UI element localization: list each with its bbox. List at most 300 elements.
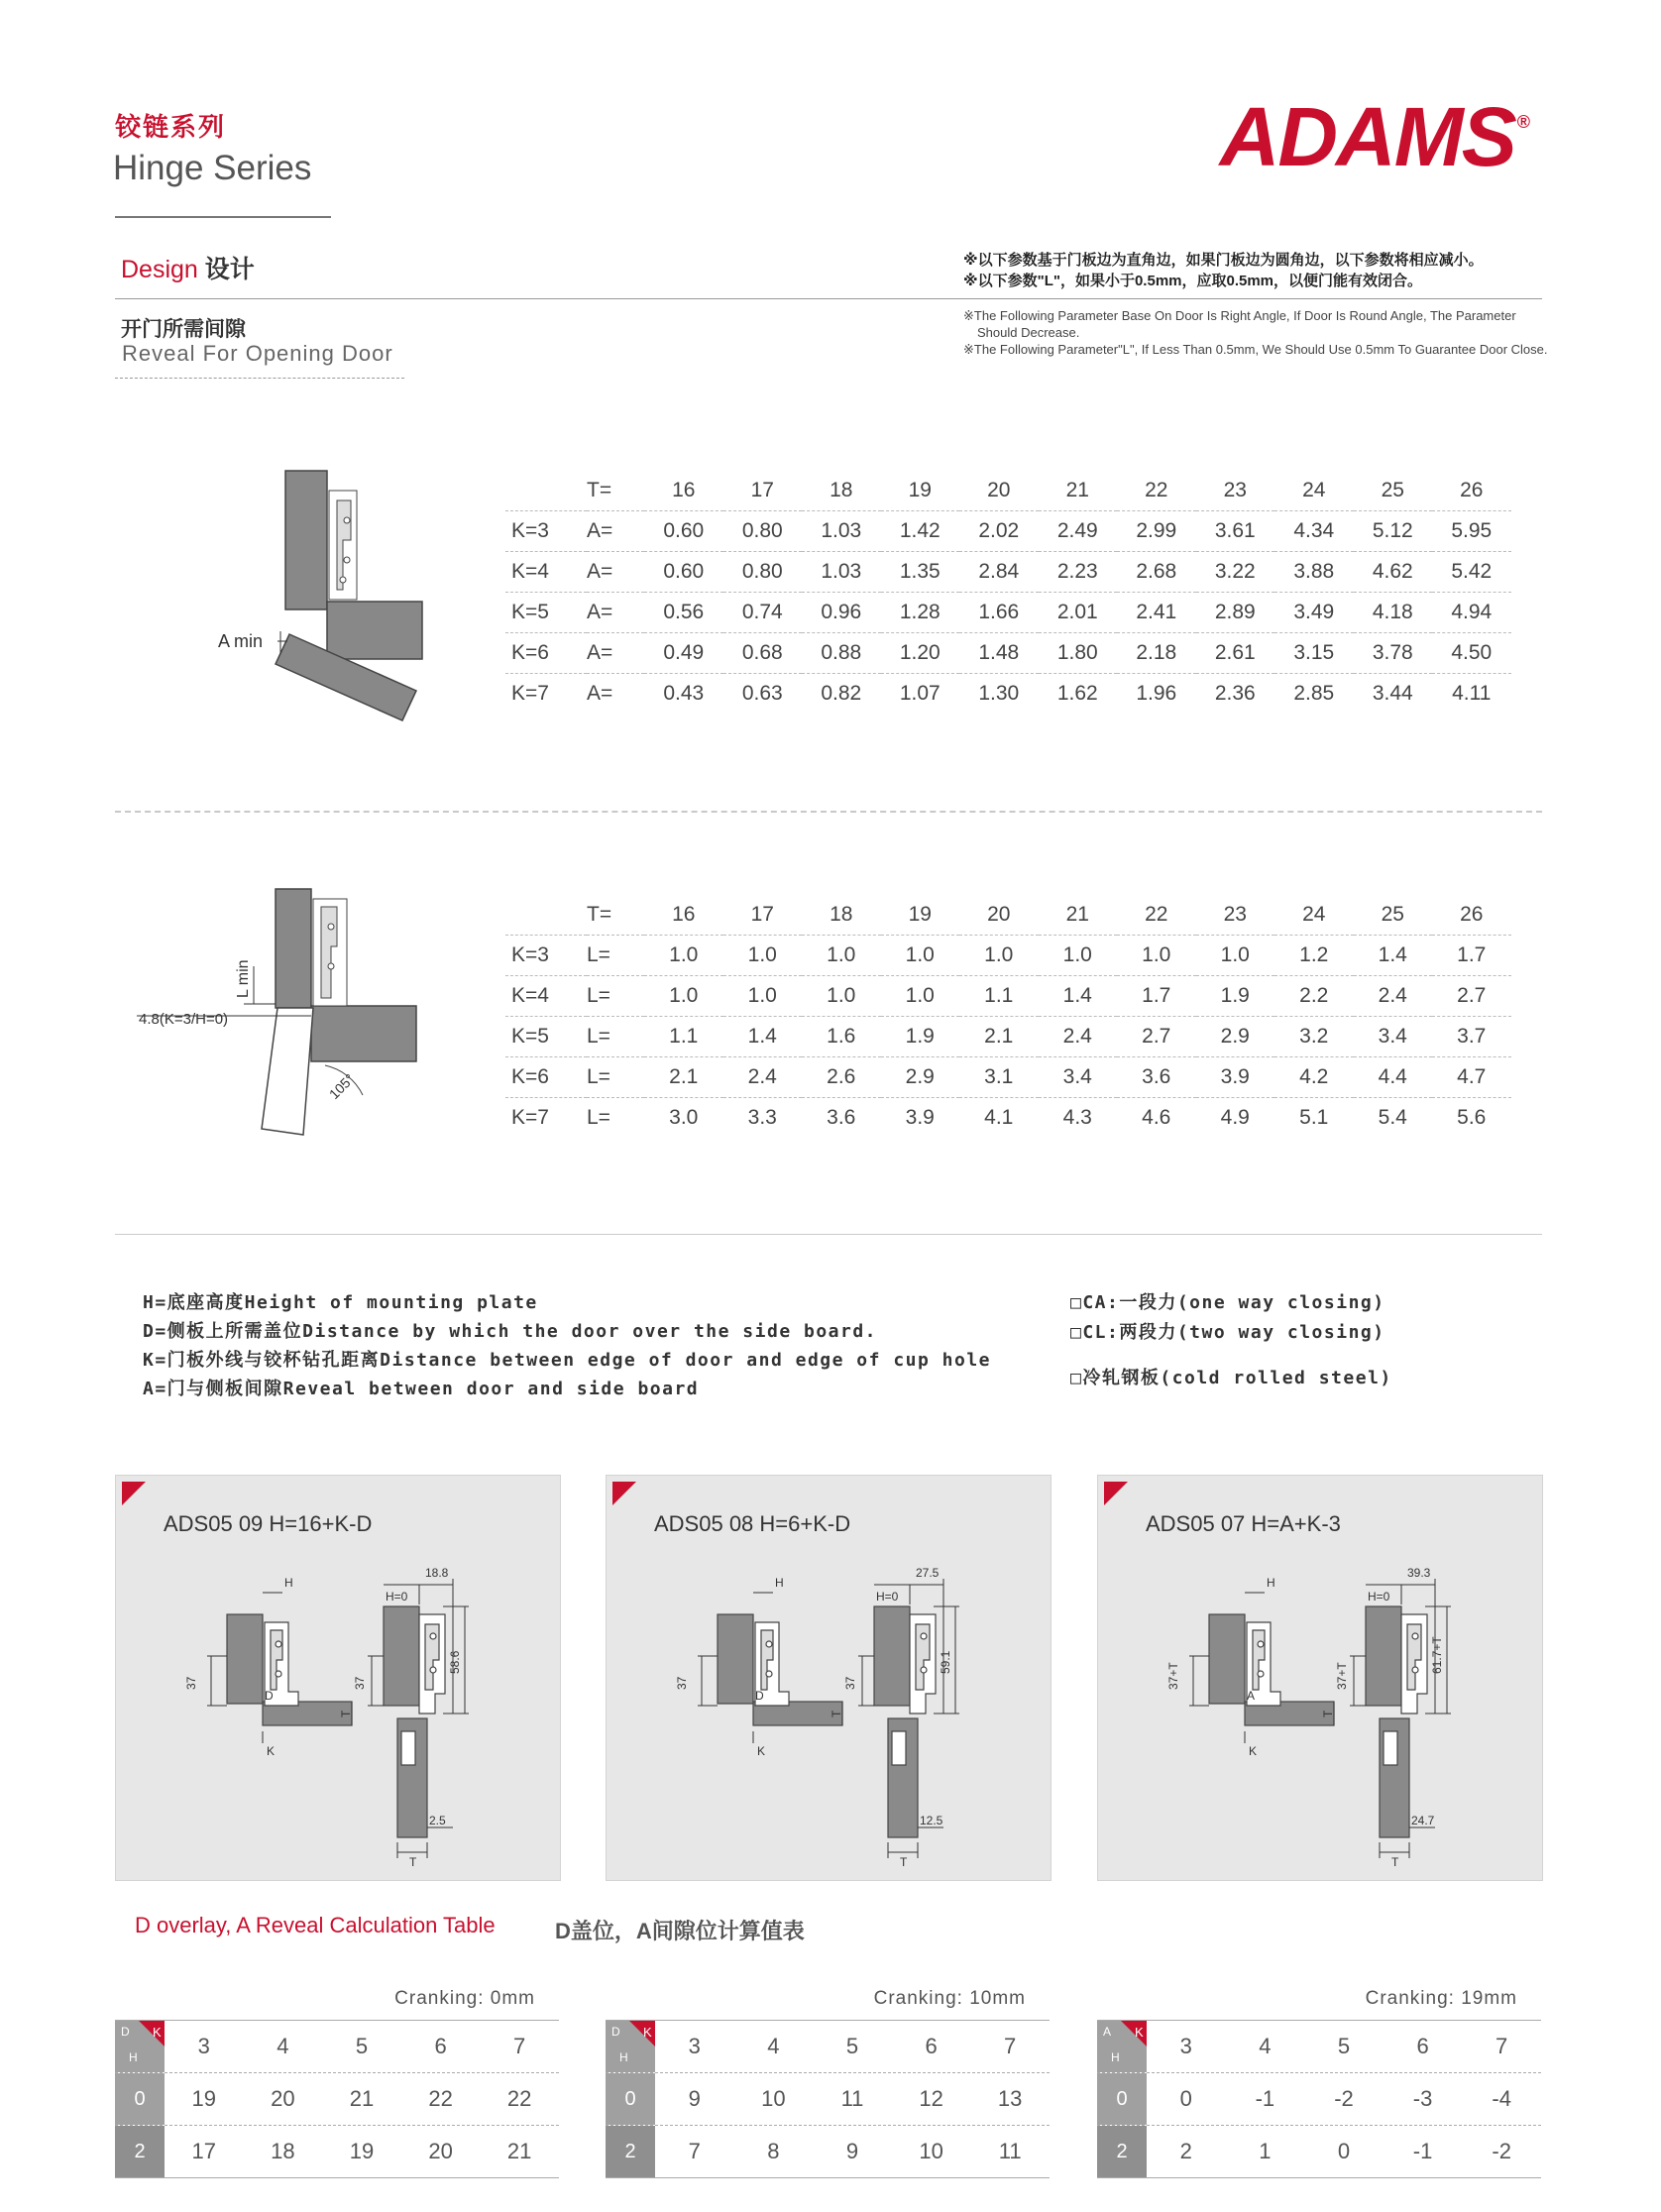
registered-mark: ®: [1516, 112, 1528, 132]
design-heading: [121, 250, 255, 285]
k-label: K: [267, 1744, 276, 1758]
table-cell: 1.48: [959, 633, 1039, 674]
d-label: D: [265, 1689, 274, 1703]
t-value: 22: [1145, 479, 1168, 501]
calc-table: [115, 2020, 559, 2178]
model-title: ADS05 09 H=16+K-D: [164, 1511, 373, 1536]
section-divider: [115, 1234, 1542, 1235]
closing-legend: [1070, 1288, 1392, 1393]
dim-side-label: 58.6: [448, 1650, 462, 1674]
table-cell: 1.4: [1039, 976, 1118, 1017]
k-value: 4: [277, 2034, 289, 2058]
series-title-en: Hinge Series: [113, 149, 312, 187]
table-cell: 2.1: [959, 1017, 1039, 1057]
k-label: K: [757, 1744, 766, 1758]
table-cell: 1: [1259, 2139, 1272, 2163]
k-label: K: [1249, 1744, 1258, 1758]
table-cell: 2.23: [1039, 552, 1118, 593]
table-cell: 3.9: [881, 1098, 960, 1139]
reveal-heading-en: Reveal For Opening Door: [122, 341, 393, 366]
table-cell: 2.61: [1196, 633, 1275, 674]
param-label: L=: [587, 976, 644, 1017]
dim-label: 37: [675, 1676, 689, 1690]
table-cell: 0.60: [644, 511, 723, 552]
table-cell: 2.7: [1117, 1017, 1196, 1057]
dim-top-label: 18.8: [425, 1566, 449, 1580]
table-cell: 5.42: [1432, 552, 1511, 593]
k-value: 4: [1259, 2034, 1272, 2058]
table-cell: 3.9: [1196, 1057, 1275, 1098]
table-cell: -2: [1334, 2086, 1354, 2111]
table-cell: 1.62: [1039, 674, 1118, 715]
t-label: T: [1321, 1710, 1335, 1717]
table-cell: 4.50: [1432, 633, 1511, 674]
h-value: 2: [115, 2126, 165, 2177]
t-value: 20: [987, 903, 1011, 926]
table-cell: 9: [845, 2139, 859, 2163]
table-row: [115, 2126, 559, 2178]
legend-h: H=底座高度Height of mounting plate: [143, 1292, 538, 1313]
table-cell: 2.36: [1196, 674, 1275, 715]
table-cell: 3.2: [1274, 1017, 1354, 1057]
table-cell: 0.63: [723, 674, 803, 715]
note-cn-1: ※以下参数基于门板边为直角边，如果门板边为圆角边，以下参数将相应减小。: [963, 252, 1484, 269]
corner-bottom-label: H: [129, 2050, 138, 2064]
table-cell: 1.0: [959, 936, 1039, 976]
t-value: 16: [672, 479, 696, 501]
table-cell: 1.7: [1117, 976, 1196, 1017]
table-cell: 3.61: [1196, 511, 1275, 552]
h-value: 2: [1097, 2126, 1147, 2177]
table-cell: -4: [1492, 2086, 1511, 2111]
header-divider: [115, 216, 331, 218]
table-cell: 1.7: [1432, 936, 1511, 976]
table-cell: 2.41: [1117, 593, 1196, 633]
brand-logo: [1219, 90, 1528, 183]
table-cell: 3.0: [644, 1098, 723, 1139]
table-cell: 3.6: [802, 1098, 881, 1139]
table-cell: -2: [1492, 2139, 1511, 2163]
k-label: K=7: [505, 1098, 587, 1139]
brand-name: ADAMS: [1219, 90, 1515, 183]
table-cell: 3.78: [1354, 633, 1433, 674]
table-cell: 5.1: [1274, 1098, 1354, 1139]
table-cell: 0.88: [802, 633, 881, 674]
table-cell: 5.95: [1432, 511, 1511, 552]
table-cell: 1.0: [1196, 936, 1275, 976]
table-cell: 3.88: [1274, 552, 1354, 593]
dim-label: 37: [184, 1676, 198, 1690]
k-value: 7: [1495, 2034, 1508, 2058]
k-value: 3: [197, 2034, 210, 2058]
h0-label: H=0: [386, 1590, 408, 1604]
table-cell: 4.2: [1274, 1057, 1354, 1098]
cranking-label: Cranking: 0mm: [394, 1988, 535, 2009]
table-cell: 3.1: [959, 1057, 1039, 1098]
k-label: K=3: [505, 936, 587, 976]
table-cell: 1.80: [1039, 633, 1118, 674]
table-cell: 0.60: [644, 552, 723, 593]
table-row: [606, 2126, 1050, 2178]
table-cell: 0.74: [723, 593, 803, 633]
table-cell: 18: [271, 2139, 295, 2163]
t-value: 26: [1460, 479, 1484, 501]
table-cell: 1.42: [881, 511, 960, 552]
k-value: 7: [513, 2034, 526, 2058]
t-value: 23: [1223, 903, 1247, 926]
table-cell: 2.49: [1039, 511, 1118, 552]
t-value: 16: [672, 903, 696, 926]
table-cell: 2.01: [1039, 593, 1118, 633]
table-row: [505, 633, 1511, 674]
t-label: T: [409, 1855, 417, 1869]
table-cell: 2.4: [723, 1057, 803, 1098]
table-cell: 4.4: [1354, 1057, 1433, 1098]
table-cell: 4.18: [1354, 593, 1433, 633]
k-label: K=3: [505, 511, 587, 552]
notes-cn: [963, 250, 1548, 291]
table-cell: -1: [1412, 2139, 1433, 2163]
calc-table: [606, 2020, 1050, 2178]
table-cell: 1.4: [723, 1017, 803, 1057]
table-cell: 3.15: [1274, 633, 1354, 674]
param-label: L=: [587, 936, 644, 976]
t-label: T=: [587, 479, 612, 501]
k-label: K=4: [505, 976, 587, 1017]
k-value: 5: [355, 2034, 369, 2058]
k-label: K=7: [505, 674, 587, 715]
d-label: A: [1247, 1689, 1256, 1703]
table-cell: 2: [1179, 2139, 1192, 2163]
table-cell: 2.7: [1432, 976, 1511, 1017]
table-cell: 21: [506, 2139, 532, 2163]
t-value: 19: [908, 903, 932, 926]
k-label: K=6: [505, 633, 587, 674]
a-min-label: A min: [218, 631, 264, 651]
table-cell: 10: [919, 2139, 943, 2163]
table-cell: 8: [767, 2139, 780, 2163]
table-cell: 3.49: [1274, 593, 1354, 633]
table-cell: 4.6: [1117, 1098, 1196, 1139]
k-label: K=5: [505, 1017, 587, 1057]
corner-cell: [1097, 2021, 1147, 2072]
table-cell: 22: [506, 2086, 532, 2111]
h0-label: H=0: [1368, 1590, 1390, 1604]
table-cell: 2.6: [802, 1057, 881, 1098]
table-cell: 5.12: [1354, 511, 1433, 552]
table-row: [505, 593, 1511, 633]
angle-label: 105°: [325, 1070, 358, 1103]
k-value: 4: [767, 2034, 780, 2058]
dim-bottom-label: 24.7: [1411, 1814, 1435, 1827]
legend-d: D=侧板上所需盖位Distance by which the door over the side board.: [143, 1321, 878, 1342]
k-value: 5: [845, 2034, 859, 2058]
reveal-heading-cn: 开门所需间隙: [121, 318, 246, 341]
param-label: A=: [587, 633, 644, 674]
table-cell: 2.2: [1274, 976, 1354, 1017]
h-value: 0: [115, 2073, 165, 2125]
table-row: [505, 552, 1511, 593]
reveal-a-diagram: [198, 461, 436, 723]
reveal-l-diagram: [137, 887, 444, 1150]
table-cell: 12: [919, 2086, 943, 2111]
table-cell: 2.68: [1117, 552, 1196, 593]
t-value: 20: [987, 479, 1011, 501]
table-row: [115, 2073, 559, 2126]
table-cell: 3.7: [1432, 1017, 1511, 1057]
table-cell: 2.1: [644, 1057, 723, 1098]
param-label: A=: [587, 511, 644, 552]
table-cell: 11: [998, 2139, 1022, 2163]
table-row: [505, 674, 1511, 715]
table-header-row: [505, 895, 1511, 936]
table-header-row: [505, 471, 1511, 511]
note-en-1: ※The Following Parameter Base On Door Is Right Angle, If Door Is Round Angle, The Parameter Should Decrease.: [963, 308, 1516, 340]
table-cell: 0: [1337, 2139, 1351, 2163]
design-divider: [115, 298, 1542, 299]
table-cell: 17: [191, 2139, 217, 2163]
dim-bottom-label: 12.5: [920, 1814, 943, 1827]
t-label: T: [1391, 1855, 1399, 1869]
model-panel: [115, 1475, 561, 1881]
t-value: 21: [1065, 903, 1089, 926]
table-cell: 1.0: [881, 936, 960, 976]
table-cell: 1.28: [881, 593, 960, 633]
model-title: ADS05 08 H=6+K-D: [654, 1511, 851, 1536]
param-label: L=: [587, 1098, 644, 1139]
t-value: 21: [1065, 479, 1089, 501]
reveal-divider: [115, 378, 404, 379]
table-cell: 1.0: [881, 976, 960, 1017]
table-cell: 2.99: [1117, 511, 1196, 552]
table-cell: 11: [840, 2086, 864, 2111]
table-row: [505, 976, 1511, 1017]
table-cell: 0.49: [644, 633, 723, 674]
blank-cell: [505, 471, 587, 511]
parameter-legend: [143, 1288, 991, 1403]
design-heading-cn: 设计: [204, 256, 255, 283]
table-cell: 2.4: [1354, 976, 1433, 1017]
t-value: 22: [1145, 903, 1168, 926]
d-label: D: [755, 1689, 764, 1703]
table-row: [505, 936, 1511, 976]
cranking-label: Cranking: 19mm: [1365, 1988, 1517, 2009]
table-row: [505, 1098, 1511, 1139]
h-label: H: [1267, 1576, 1275, 1590]
table-cell: 1.35: [881, 552, 960, 593]
note-cn-2: ※以下参数"L"，如果小于0.5mm，应取0.5mm，以便门能有效闭合。: [963, 273, 1423, 289]
table-cell: 1.66: [959, 593, 1039, 633]
hinge-drawing: [607, 1476, 1051, 1880]
calc-header-row: [1097, 2021, 1541, 2073]
table-cell: 1.96: [1117, 674, 1196, 715]
t-label: T=: [587, 903, 612, 926]
table-cell: -3: [1412, 2086, 1433, 2111]
model-panel: [1097, 1475, 1543, 1881]
table-cell: 1.4: [1354, 936, 1433, 976]
legend-k: K=门板外线与铰杯钻孔距离Distance between edge of door and edge of cup hole: [143, 1350, 992, 1371]
table-cell: -1: [1255, 2086, 1275, 2111]
calc-table: [1097, 2020, 1541, 2178]
param-label: L=: [587, 1057, 644, 1098]
table-cell: 1.0: [644, 976, 723, 1017]
table-cell: 1.0: [723, 976, 803, 1017]
table-cell: 5.6: [1432, 1098, 1511, 1139]
corner-k-label: K: [1135, 2025, 1144, 2040]
table-cell: 21: [349, 2086, 375, 2111]
table-cell: 1.30: [959, 674, 1039, 715]
note-en-2: ※The Following Parameter"L", If Less Than 0.5mm, We Should Use 0.5mm To Guarantee Door Close.: [963, 342, 1548, 357]
corner-top-label: D: [611, 2025, 620, 2039]
k-label: K=6: [505, 1057, 587, 1098]
corner-top-label: A: [1103, 2025, 1112, 2039]
table-cell: 0: [1179, 2086, 1192, 2111]
table-cell: 4.11: [1432, 674, 1511, 715]
table-cell: 1.1: [959, 976, 1039, 1017]
corner-bottom-label: H: [619, 2050, 628, 2064]
table-cell: 2.89: [1196, 593, 1275, 633]
t-value: 18: [830, 903, 853, 926]
t-value: 17: [750, 479, 774, 501]
table-cell: 1.0: [1039, 936, 1118, 976]
table-cell: 22: [428, 2086, 453, 2111]
k-value: 3: [1179, 2034, 1192, 2058]
offset-48-label: 4.8(K=3/H=0): [139, 1011, 229, 1028]
dim-label: 37+T: [1166, 1662, 1180, 1690]
calc-title-en: D overlay, A Reveal Calculation Table: [135, 1913, 496, 1937]
h-value: 2: [606, 2126, 655, 2177]
corner-top-label: D: [121, 2025, 130, 2039]
hinge-drawing: [1098, 1476, 1542, 1880]
t-value: 24: [1302, 903, 1326, 926]
table-cell: 1.0: [1117, 936, 1196, 976]
corner-cell: [606, 2021, 655, 2072]
k-value: 5: [1337, 2034, 1351, 2058]
k-label: K=4: [505, 552, 587, 593]
table-cell: 0.96: [802, 593, 881, 633]
calc-header-row: [606, 2021, 1050, 2073]
param-label: A=: [587, 552, 644, 593]
table-cell: 19: [349, 2139, 375, 2163]
table-cell: 4.94: [1432, 593, 1511, 633]
legend-cl: □CL:两段力(two way closing): [1070, 1322, 1385, 1343]
table-cell: 20: [271, 2086, 295, 2111]
table-cell: 1.2: [1274, 936, 1354, 976]
table-cell: 1.1: [644, 1017, 723, 1057]
table-cell: 4.34: [1274, 511, 1354, 552]
t-value: 24: [1302, 479, 1326, 501]
corner-k-label: K: [643, 2025, 652, 2040]
t-label: T: [900, 1855, 908, 1869]
k-value: 3: [688, 2034, 701, 2058]
h-value: 0: [1097, 2073, 1147, 2125]
dim-bottom-label: 2.5: [429, 1814, 446, 1827]
table-cell: 3.4: [1039, 1057, 1118, 1098]
calc-header-row: [115, 2021, 559, 2073]
table-cell: 5.4: [1354, 1098, 1433, 1139]
table-cell: 2.02: [959, 511, 1039, 552]
table-cell: 2.4: [1039, 1017, 1118, 1057]
table-cell: 3.4: [1354, 1017, 1433, 1057]
table-cell: 10: [761, 2086, 786, 2111]
table-cell: 3.3: [723, 1098, 803, 1139]
table-row: [505, 1057, 1511, 1098]
table-cell: 3.6: [1117, 1057, 1196, 1098]
table-cell: 13: [997, 2086, 1023, 2111]
table-cell: 1.9: [1196, 976, 1275, 1017]
dim-side-label: 59.1: [939, 1650, 952, 1674]
k-value: 7: [1004, 2034, 1017, 2058]
table-cell: 0.43: [644, 674, 723, 715]
t-value: 19: [908, 479, 932, 501]
table-cell: 0.80: [723, 552, 803, 593]
blank-cell: [505, 895, 587, 936]
dim-top-label: 27.5: [916, 1566, 940, 1580]
table-row: [1097, 2073, 1541, 2126]
dim-label: 37+T: [1335, 1662, 1349, 1690]
table-cell: 20: [428, 2139, 453, 2163]
h-label: H: [284, 1576, 293, 1590]
table-cell: 1.20: [881, 633, 960, 674]
k-value: 6: [434, 2034, 447, 2058]
table-cell: 1.03: [802, 552, 881, 593]
table-cell: 0.56: [644, 593, 723, 633]
cranking-label: Cranking: 10mm: [873, 1988, 1026, 2009]
table-cell: 2.85: [1274, 674, 1354, 715]
table-cell: 3.44: [1354, 674, 1433, 715]
corner-cell: [115, 2021, 165, 2072]
t-value: 25: [1381, 903, 1404, 926]
table-cell: 4.7: [1432, 1057, 1511, 1098]
table-cell: 4.62: [1354, 552, 1433, 593]
table-cell: 2.84: [959, 552, 1039, 593]
h-label: H: [775, 1576, 784, 1590]
table-cell: 1.03: [802, 511, 881, 552]
table-row: [606, 2073, 1050, 2126]
table-cell: 19: [191, 2086, 217, 2111]
table-cell: 1.0: [802, 976, 881, 1017]
t-value: 25: [1381, 479, 1404, 501]
t-value: 17: [750, 903, 774, 926]
table-cell: 0.80: [723, 511, 803, 552]
t-value: 23: [1223, 479, 1247, 501]
table-cell: 3.22: [1196, 552, 1275, 593]
dim-label: 37: [843, 1676, 857, 1690]
table-cell: 2.18: [1117, 633, 1196, 674]
model-title: ADS05 07 H=A+K-3: [1146, 1511, 1341, 1536]
reveal-l-table: [505, 895, 1511, 1138]
table-cell: 4.9: [1196, 1098, 1275, 1139]
table-cell: 9: [688, 2086, 701, 2111]
table-cell: 2.9: [881, 1057, 960, 1098]
corner-bottom-label: H: [1111, 2050, 1120, 2064]
k-value: 6: [1416, 2034, 1429, 2058]
table-row: [505, 511, 1511, 552]
reveal-a-table: [505, 471, 1511, 714]
param-label: A=: [587, 674, 644, 715]
param-label: A=: [587, 593, 644, 633]
table-cell: 4.1: [959, 1098, 1039, 1139]
t-label: T: [830, 1710, 843, 1717]
table-cell: 0.82: [802, 674, 881, 715]
table-cell: 1.0: [802, 936, 881, 976]
notes-en: [963, 307, 1558, 358]
table-cell: 1.0: [644, 936, 723, 976]
table-cell: 4.3: [1039, 1098, 1118, 1139]
table-cell: 1.9: [881, 1017, 960, 1057]
table-cell: 1.6: [802, 1017, 881, 1057]
table-cell: 2.9: [1196, 1017, 1275, 1057]
